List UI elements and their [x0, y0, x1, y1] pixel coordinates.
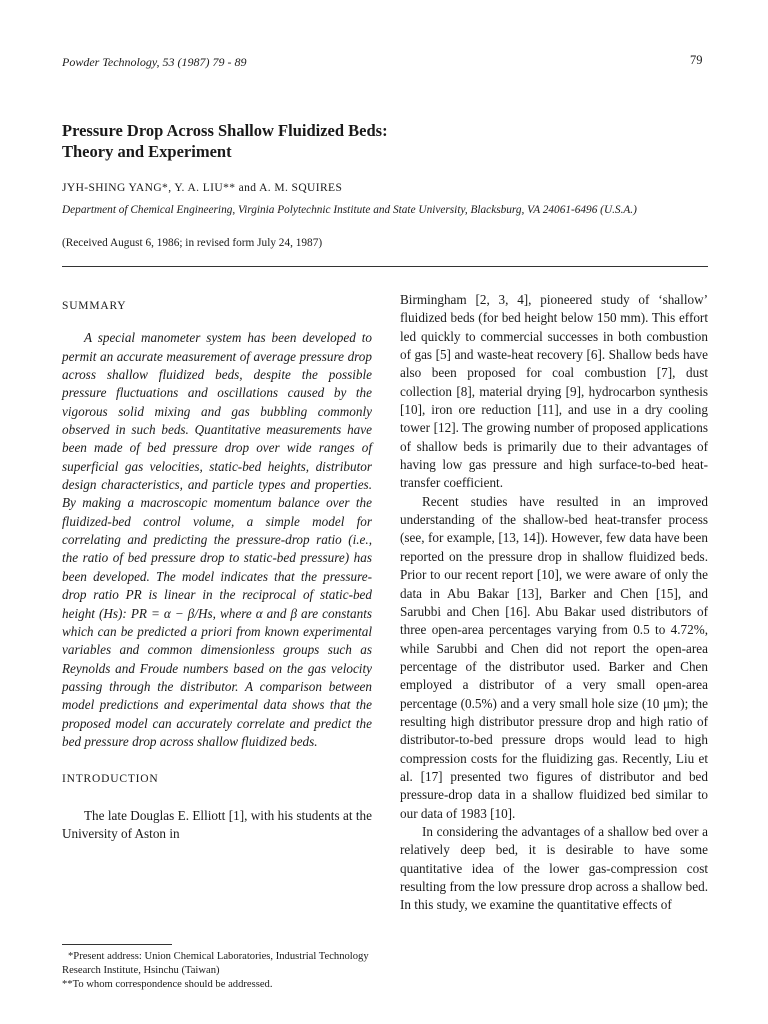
right-column: [400, 291, 708, 915]
title-line-2: Theory and Experiment: [62, 142, 232, 161]
page-number: 79: [690, 53, 703, 67]
footnotes: [62, 950, 372, 993]
title-line-1: Pressure Drop Across Shallow Fluidized Beds:: [62, 121, 388, 140]
body-paragraph-2: Recent studies have resulted in an improved understanding of the shallow-bed heat-transfer process (see, for example, [13, 14]). However, few data have been reported on the pressure drop in shallow fluidized beds. Prior to our recent report [10], we were aware of only the data in Abu Bakar [13], Barker and Chen [15], and Sarubbi and Chen [16]. Abu Bakar used distributors of three open-area percentages varying from 0.5 to 4.72%, while Sarubbi and Chen did not report the open-area percentage of the distributor used. Barker and Chen employed a distributor of a very small open-area percentage (0.5%) and a very small hole size (10 μm); the resulting high distributor pressure drop and high ratio of distributor-to-bed pressure drops would lead to high compression costs for the fluidizing gas. Recently, Liu et al. [17] presented two figures of distributor and bed pressure-drop data in a shallow fluidized bed similar to our data of 1983 [10].: [400, 493, 708, 821]
body-paragraph-1: Birmingham [2, 3, 4], pioneered study of ‘shallow’ fluidized beds (for bed height below 150 mm). This effort led quickly to commercial successes in both combustion of gas [5] and waste-heat recovery [6]. Shallow beds have also been proposed for coal combustion [7], dust collection [8], material drying [9], hydrocarbon synthesis [10], iron ore reduction [11], and use in a dry cooling tower [12]. The growing number of proposed applications of shallow beds is primarily due to their advantages of having low gas pressure and high surface-to-bed heat-transfer coefficient.: [400, 292, 708, 491]
left-column: [62, 297, 372, 843]
received-dates: (Received August 6, 1986; in revised form July 24, 1987): [62, 237, 323, 249]
summary-heading: SUMMARY: [62, 300, 127, 312]
header-divider: [62, 266, 708, 267]
footnote-divider: [62, 944, 172, 945]
introduction-heading: INTRODUCTION: [62, 773, 159, 786]
summary-text: A special manometer system has been developed to permit an accurate measurement of average pressure drop across shallow fluidized beds, despite the possible pressure fluctuations and oscillations caused by the vigorous solid mixing and gas bubbling commonly observed in such beds. Quantitative measurements have been made of bed pressure drop over wide ranges of superficial gas velocities, static-bed heights, distributor design characteristics, and particle types and properties. By making a macroscopic momentum balance over the fluidized-bed control volume, a simple model for correlating and predicting the pressure-drop ratio (i.e., the ratio of bed pressure drop to static-bed pressure) has been developed. The model indicates that the pressure-drop ratio PR is linear in the reciprocal of static-bed height (Hs): PR = α − β/Hs, where α and β are constants which can be predicted a priori from known experimental variables and common dimensionless groups such as Reynolds and Froude numbers based on the gas velocity passing through the distributor. A comparison between model predictions and experimental data shows that the proposed model can accurately correlate and predict the bed pressure drop across shallow fluidized beds.: [62, 330, 372, 749]
journal-citation: Powder Technology, 53 (1987) 79 - 89: [62, 55, 247, 69]
affiliation: Department of Chemical Engineering, Virginia Polytechnic Institute and State University, Blacksburg, VA 24061-6496 (U.S.A.): [62, 204, 637, 216]
introduction-text: The late Douglas E. Elliott [1], with his students at the University of Aston in: [62, 807, 372, 841]
author-list: JYH-SHING YANG*, Y. A. LIU** and A. M. SQUIRES: [62, 182, 343, 194]
footnote-1: *Present address: Union Chemical Laboratories, Industrial Technology Research Institute, Hsinchu (Taiwan): [62, 951, 369, 977]
paper-title: [62, 120, 682, 162]
body-paragraph-3: In considering the advantages of a shallow bed over a relatively deep bed, it is desirable to have some quantitative idea of the lower gas-compression cost resulting from the low pressure drop across a shallow bed. In this study, we examine the quantitative effects of: [400, 823, 708, 913]
footnote-2: **To whom correspondence should be addressed.: [62, 979, 273, 991]
